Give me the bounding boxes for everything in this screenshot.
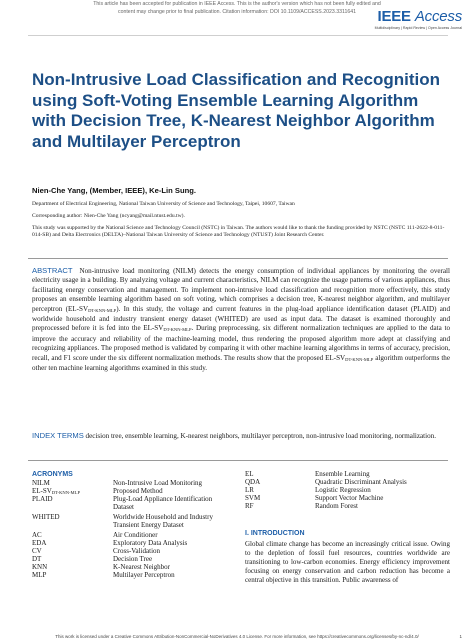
- brand-italic: Access: [414, 8, 462, 25]
- acronym-row: [32, 572, 232, 580]
- acronym-definition: Plug-Load Appliance Identification: [113, 495, 213, 503]
- acronym-abbr: QDA: [245, 478, 261, 486]
- acronym-row: [32, 522, 232, 530]
- abstract-sub-2: DT-KNN-MLP: [163, 327, 192, 333]
- index-terms-bottom-rule: [28, 460, 448, 461]
- acronym-abbr: LR: [245, 486, 254, 494]
- index-terms: [32, 431, 450, 441]
- journal-tagline: Multidisciplinary | Rapid Review | Open Access Journal: [374, 26, 462, 30]
- acronym-abbr-sub: DT-KNN-MLP: [51, 490, 81, 495]
- acronym-abbr: SVM: [245, 494, 261, 502]
- brand-bold: IEEE: [377, 8, 411, 25]
- acronym-definition: Support Vector Machine: [315, 494, 384, 502]
- acronym-definition: Transient Energy Dataset: [113, 521, 184, 529]
- acronym-definition: Exploratory Data Analysis: [113, 539, 188, 547]
- paper-title: Non-Intrusive Load Classification and Recognition using Soft-Voting Ensemble Learning Algorithm with Decision Tree, K-Nearest Neighbor Algorithm and Multilayer Perceptron: [32, 70, 441, 151]
- acronym-definition: Cross-Validation: [113, 547, 161, 555]
- license-note: This work is licensed under a Creative Commons Attribution-NonCommercial-NoDerivatives 4.0 License. For more information, see https://creativecommons.org/licenses/by-nc-nd/4.0/: [55, 634, 419, 639]
- acronym-abbr: DT: [32, 555, 42, 563]
- acronym-definition: Proposed Method: [113, 487, 163, 495]
- journal-logo: [375, 9, 462, 31]
- corresponding-author: Corresponding author: Nien-Che Yang (ncyang@mail.ntust.edu.tw).: [32, 213, 185, 219]
- abstract-text-2: ). In this study, the voltage and current features in the plug-load appliance identification dataset (PLAID) and worldwide household and industry transient energy dataset (WHITED) are used as input data. The dataset is examined thoroughly and preprocessed before it is fed into the EL-SV: [32, 304, 451, 333]
- acronym-definition: Non-Intrusive Load Monitoring: [113, 479, 203, 487]
- introduction-heading: I. INTRODUCTION: [245, 530, 305, 537]
- acronym-definition: K-Nearest Neighbor: [113, 563, 170, 571]
- introduction-text: Global climate change has become an increasingly critical issue. Owing to the depletion of fossil fuel resources, countries worldwide are transitioning to low-carbon economies. Energy efficiency improvement focusing on energy conservation and carbon reduction has become a central objective in this transition. Public awareness of: [245, 540, 450, 584]
- abstract-text-1: Non-intrusive load monitoring (NILM) detects the energy consumption of individual appliances by monitoring the overall electricity usage in a building. By analyzing voltage and current characteristics, NILM can recognize the usage patterns of various appliances, thus facilitating energy conservation and management. To implement non-intrusive load classification and recognition more effectively, this study proposes an ensemble learning algorithm based on soft voting, which comprises a decision tree, K-nearest neighbor algorithm, and multilayer perceptron (EL-SV: [32, 267, 450, 313]
- funding-statement: This study was supported by the National Science and Technology Council (NSTC) in Taiwan. The authors would like to thank the funding provided by NSTC (NSTC 111-2622-8-011-014-SB) and Delta Electronics (DELTA)–National Taiwan University of Science and Technology (NTUST) Joint Research Center.: [32, 225, 445, 239]
- acronym-abbr: MLP: [32, 571, 47, 579]
- acronym-abbr: NILM: [32, 479, 50, 487]
- acronym-definition: Random Forest: [315, 502, 358, 510]
- publication-notice-line1: This article has been accepted for publication in IEEE Access. This is the author's version which has not been fully edited and: [93, 1, 381, 7]
- acronyms-heading: ACRONYMS: [32, 471, 73, 478]
- acronym-definition: Decision Tree: [113, 555, 153, 563]
- acronym-definition: Multilayer Perceptron: [113, 571, 175, 579]
- acronym-abbr: EL: [245, 470, 254, 478]
- acronym-abbr: AC: [32, 531, 42, 539]
- abstract-text-4: algorithm outperforms the other ten machine learning algorithms examined in this study.: [32, 353, 450, 373]
- abstract-sub-3: DT-KNN-MLP: [345, 356, 374, 362]
- acronym-definition: Air Conditioner: [113, 531, 158, 539]
- journal-brand: [375, 9, 462, 25]
- acronym-definition: Logistic Regression: [315, 486, 371, 494]
- acronym-abbr-main: EL-SV: [32, 487, 52, 495]
- acronym-abbr: WHITED: [32, 513, 60, 521]
- acronym-row: [245, 503, 450, 511]
- acronyms-right-column: [245, 471, 450, 511]
- abstract-label: ABSTRACT: [32, 266, 73, 275]
- acronyms-left-column: [32, 480, 232, 580]
- acronym-abbr: CV: [32, 547, 42, 555]
- abstract-text-3: . During preprocessing, six different normalization techniques are applied to the data to improve the accuracy and reliability of the machine-learning model, thus rendering the proposed algorithm more adept at classifying and recognizing appliances. The proposed method is validated by comparing it with other machine learning algorithms in terms of accuracy, precision, recall, and F1 score under the six different normalization methods. The results show that the proposed EL-SV: [32, 324, 450, 362]
- acronym-definition: Worldwide Household and Industry: [113, 513, 213, 521]
- acronym-abbr: RF: [245, 502, 254, 510]
- acronym-row: [32, 504, 232, 512]
- acronym-abbr: KNN: [32, 563, 48, 571]
- author-list: Nien-Che Yang, (Member, IEEE), Ke-Lin Sung.: [32, 186, 196, 195]
- acronym-abbr: PLAID: [32, 495, 53, 503]
- abstract-sub-1: DT-KNN-MLP: [88, 307, 117, 313]
- abstract-top-rule: [28, 258, 448, 259]
- page-number: 1: [459, 634, 462, 639]
- affiliation: Department of Electrical Engineering, National Taiwan University of Science and Technology, Taipei, 10607, Taiwan: [32, 201, 295, 207]
- header-divider: [28, 35, 448, 36]
- page-footer: [0, 634, 474, 639]
- acronym-definition: Dataset: [113, 503, 134, 511]
- publication-notice-line2: content may change prior to final publication. Citation information: DOI 10.1109/ACCESS.2023.3311641: [118, 9, 356, 15]
- acronym-abbr: EDA: [32, 539, 47, 547]
- abstract: [32, 266, 450, 373]
- index-terms-text: decision tree, ensemble learning, K-nearest neighbors, multilayer perceptron, non-intrusive load monitoring, normalization.: [85, 432, 436, 440]
- acronym-definition: Ensemble Learning: [315, 470, 370, 478]
- index-terms-label: INDEX TERMS: [32, 431, 84, 440]
- acronym-definition: Quadratic Discriminant Analysis: [315, 478, 407, 486]
